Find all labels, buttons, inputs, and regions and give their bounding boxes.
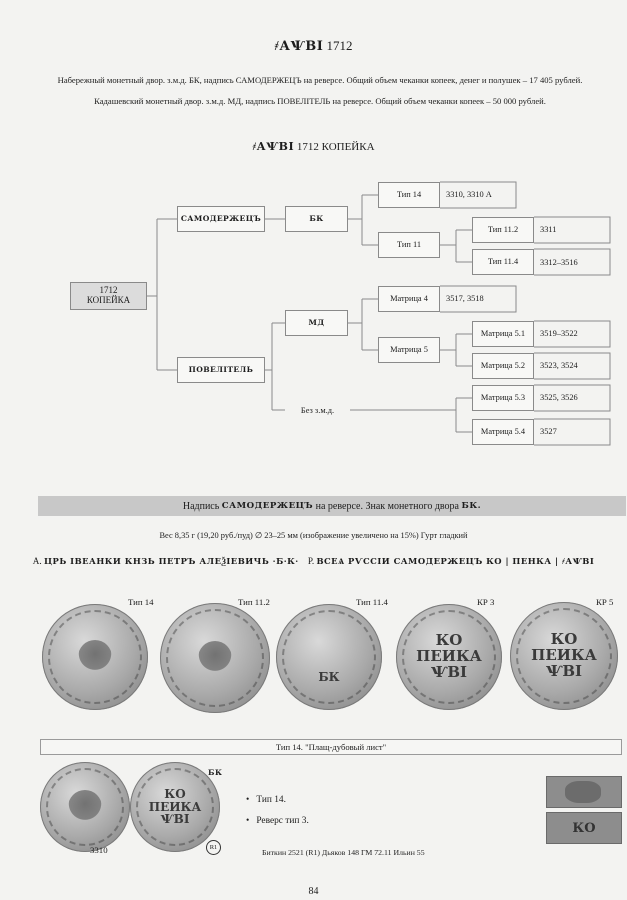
node-matrix-4: Матрица 4 [378,286,440,312]
rarity-badge: R1 [206,840,221,855]
coin-image-4 [396,604,502,710]
refs-matrix-5-1: 3519–3522 [540,329,578,338]
node-tip11-2: Тип 11.2 [472,217,534,243]
legend-r-text: ВСЕѦ РѴССІИ САМОДЕРЖЕЦЪ КО | ПЕНКА | ҂АѰВІ [316,556,595,566]
detail-thumbnail-2 [546,812,622,844]
coin-label-3: Тип 11.4 [356,597,388,607]
detail-coin-mark: БК [208,768,223,777]
detail-coin-obverse [40,762,130,852]
type-section-bar: Тип 14. "Плащ-дубовый лист" [40,739,622,755]
refs-matrix-5-4: 3527 [540,427,557,436]
coin-label-1: Тип 14 [128,597,154,607]
heading-year: 1712 [326,38,353,53]
refs-matrix-4: 3517, 3518 [446,294,484,303]
intro-paragraph-2: Кадашевский монетный двор. з.м.д. МД, надпись ПОВЕЛІТЕЛЬ на реверсе. Общий объем чеканки копеек – 50 000 рублей. [94,96,546,106]
band-word-bk: БК. [461,501,482,511]
coin-legend [0,556,627,566]
detail-coin-face: КО ПЕИКА ѰВІ [148,787,202,827]
tree-root-node: 1712 КОПЕЙКА [70,282,147,310]
page-number: 84 [308,886,319,897]
intro-paragraph-1: Набережный монетный двор. з.м.д. БК, надпись САМОДЕРЖЕЦЪ на реверсе. Общий объем чеканки копеек, денег и полушек – 17 405 рублей. [57,75,583,85]
node-samoderzhets: САМОДЕРЖЕЦЪ [177,206,265,232]
node-bez-zmd: Без з.м.д. [300,406,335,416]
refs-matrix-5-3: 3525, 3526 [540,393,578,402]
node-matrix-5-1: Матрица 5.1 [472,321,534,347]
coin-label-2: Тип 11.2 [238,597,270,607]
node-matrix-5-4: Матрица 5.4 [472,419,534,445]
rider-emblem [78,640,112,674]
rider-detail-icon [565,781,601,803]
coin-image-1 [42,604,148,710]
refs-tip14: 3310, 3310 А [446,190,492,199]
coin-label-5: КР 5 [596,597,614,607]
heading-year-slavic: ҂АѰВІ [274,39,324,54]
legend-r-label: Р. [307,556,315,566]
legend-a-label: А. [32,556,42,566]
coin-image-3 [276,604,382,710]
catalogue-references: Биткин 2521 (R1) Дьяков 148 ГМ 72.11 Ильин 55 [262,848,425,857]
bullet-1-text: Тип 14. [256,795,286,805]
section-band [38,496,626,516]
node-tip14: Тип 14 [378,182,440,208]
node-md: МД [285,310,348,336]
legend-a-text: ЦРЬ ІВЕАНКИ КНЗЬ ПЕТРЪ АЛЕѮІЕВИЧЬ ·Б·К· [43,556,299,566]
node-bk: БК [285,206,348,232]
bullet-2-text: Реверс тип 3. [256,816,309,826]
detail-thumbnail-1 [546,776,622,808]
rider-emblem [198,641,232,675]
coin-specs: Вес 8,35 г (19,20 руб./пуд) ∅ 23–25 мм (изображение увеличено на 15%) Гурт гладкий [159,531,468,540]
refs-tip11-2: 3311 [540,225,557,234]
refs-matrix-5-2: 3523, 3524 [540,361,578,370]
node-tip11-4: Тип 11.4 [472,249,534,275]
coin-label-4: КР 3 [477,597,495,607]
detail-coin-ref: 3310 [90,845,108,855]
detail-coin-reverse [130,762,223,852]
node-matrix-5-3: Матрица 5.3 [472,385,534,411]
refs-tip11-4: 3312–3516 [540,258,578,267]
node-matrix-5: Матрица 5 [378,337,440,363]
node-tip11: Тип 11 [378,232,440,258]
thumbnail-2-text: КО [572,820,596,836]
rider-emblem [68,790,102,824]
coin-face-5: КО ПЕИКА ѰВІ [531,630,597,680]
coin-face-3: БК [318,669,340,684]
coin-face-4: КО ПЕИКА ѰВІ [416,631,482,681]
bullet-2: • Реверс тип 3. [246,816,309,826]
band-mid: на реверсе. Знак монетного двора [315,500,459,512]
node-matrix-5-2: Матрица 5.2 [472,353,534,379]
band-word-samoderzhets: САМОДЕРЖЕЦЪ [221,501,314,511]
coin-image-5 [510,602,618,710]
coin-image-2 [160,603,270,713]
tree-title-text: 1712 КОПЕЙКА [296,141,375,153]
tree-title-slavic: ҂АѰВІ [252,140,295,153]
band-pre: Надпись [182,500,220,512]
bullet-1: • Тип 14. [246,795,286,805]
node-povelitel: ПОВЕЛІТЕЛЬ [177,357,265,383]
